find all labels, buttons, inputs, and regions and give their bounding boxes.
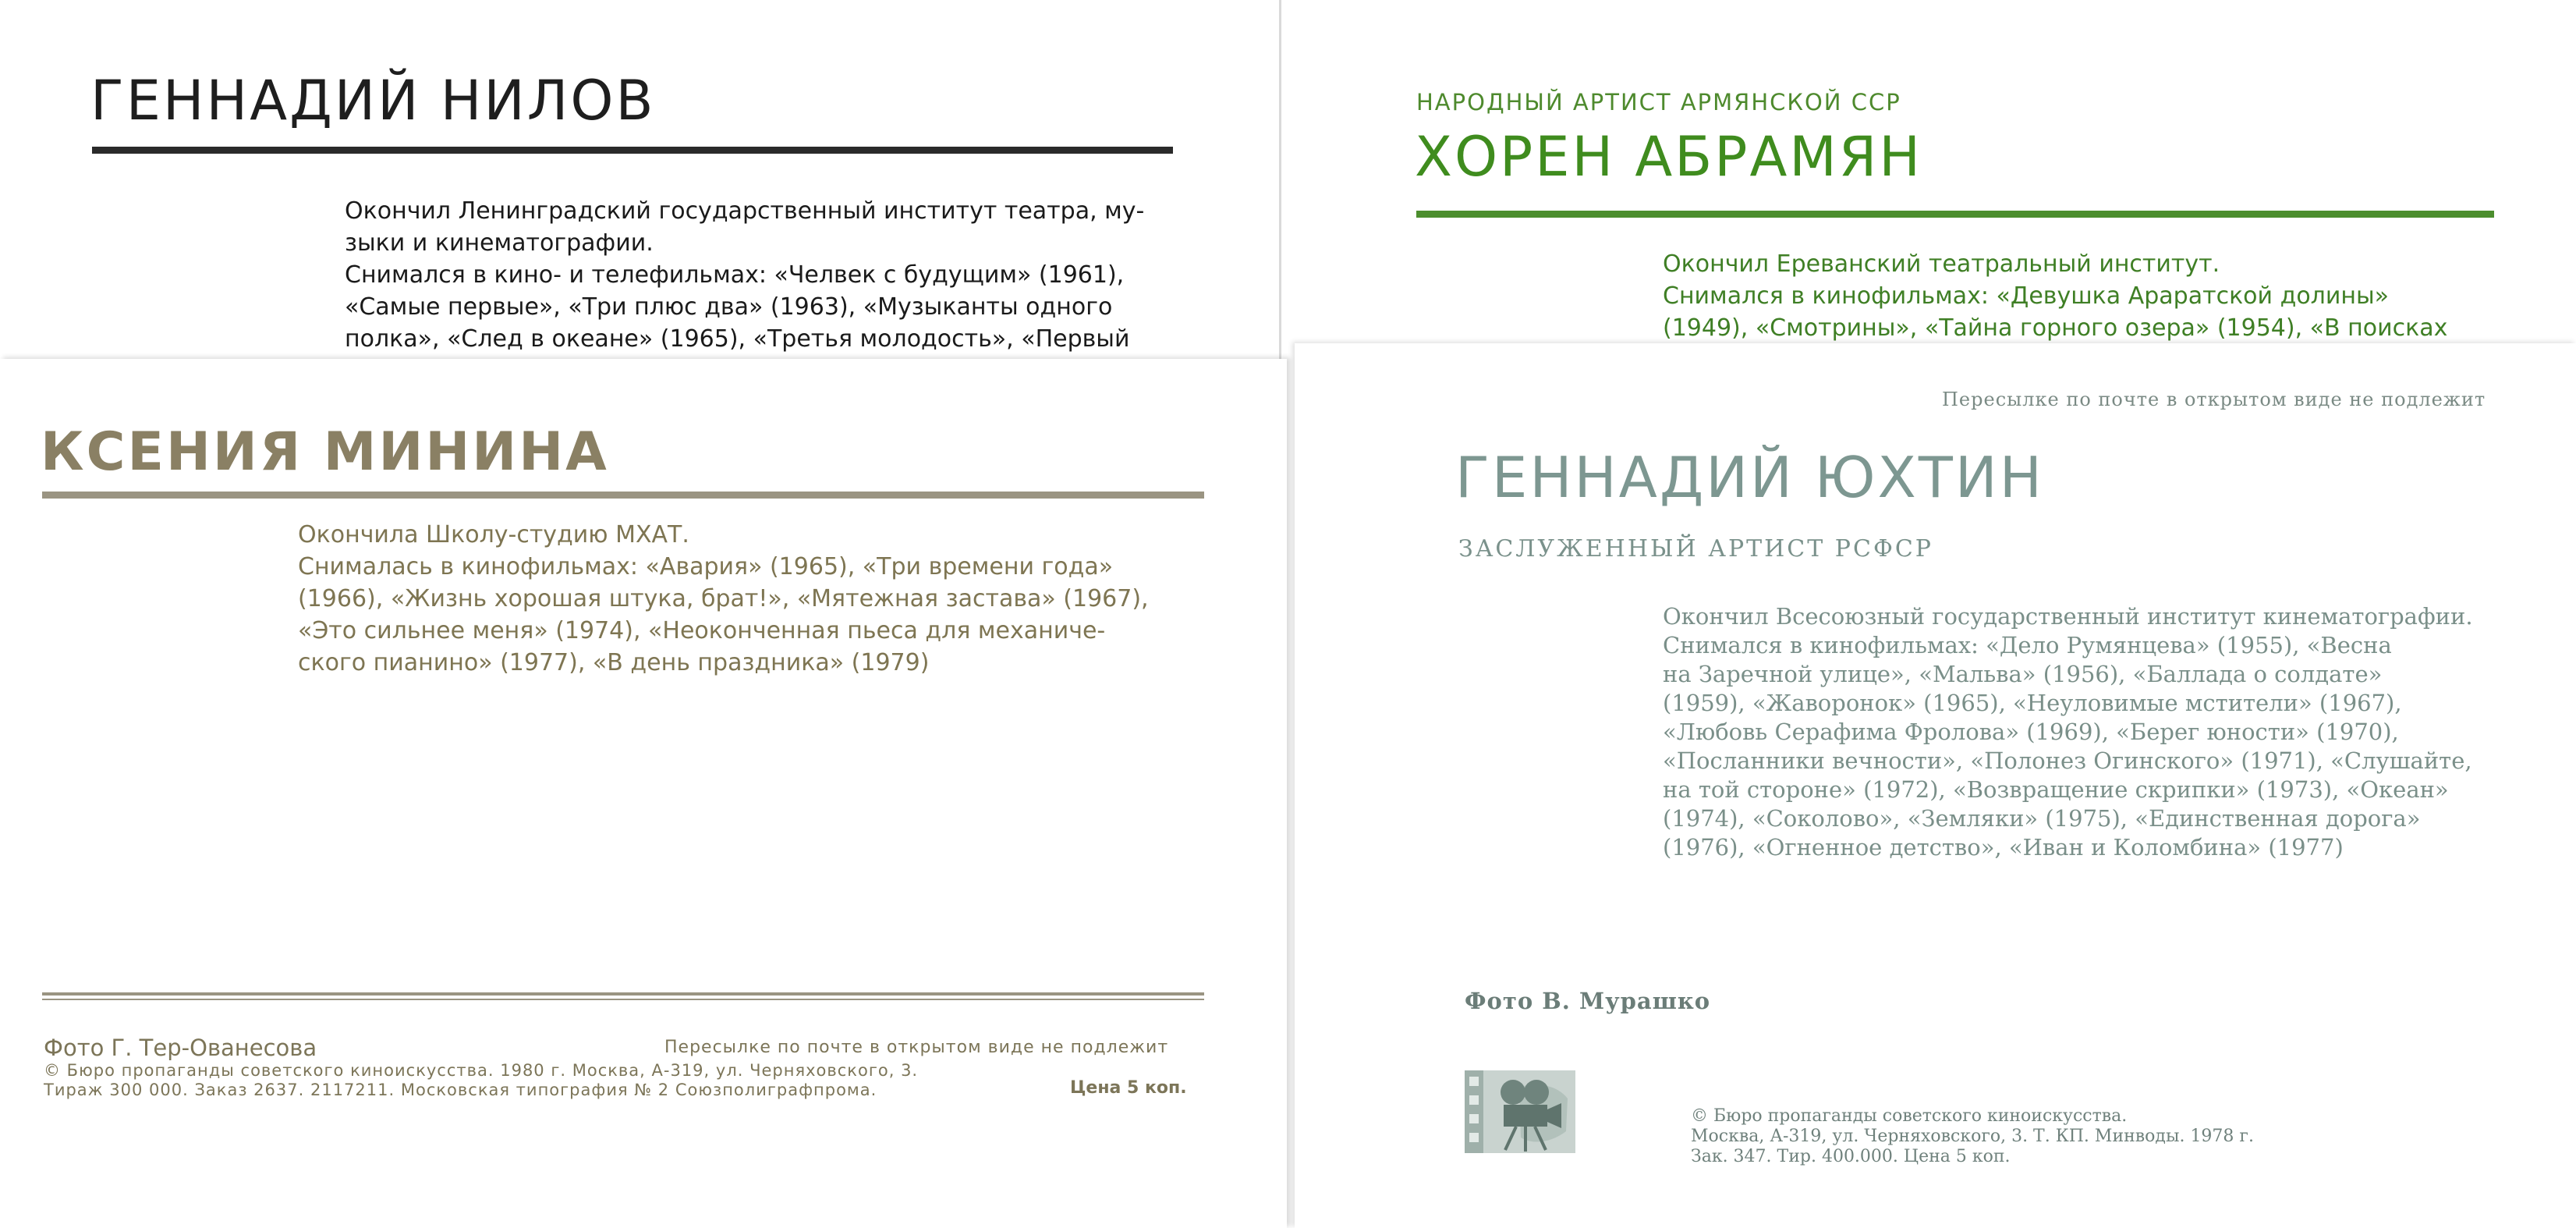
bio-line: Окончил Ленинградский государственный институт театра, му- — [345, 197, 1145, 225]
price-label: Цена 5 коп. — [1070, 1078, 1187, 1098]
card-gennady-yukhtin — [1295, 343, 2576, 1228]
photo-credit: Фото Г. Тер-Ованесова — [44, 1035, 317, 1061]
bio-line: полка», «След в океане» (1965), «Третья молодость», «Первый — [345, 325, 1130, 353]
bio-line: «Это сильнее меня» (1974), «Неоконченная пьеса для механиче- — [298, 617, 1106, 644]
postal-note: Пересылке по почте в открытом виде не подлежит — [1942, 389, 2486, 410]
bio-line: Окончил Всесоюзный государственный институт кинематографии. — [1663, 603, 2473, 630]
actor-name: ГЕННАДИЙ НИЛОВ — [90, 69, 656, 133]
bio-line: «Посланники вечности», «Полонез Огинского» (1971), «Слушайте, — [1663, 747, 2472, 774]
footer-rule-thin — [42, 999, 1204, 1000]
actor-name: ГЕННАДИЙ ЮХТИН — [1455, 445, 2044, 510]
card-gennady-nilov — [0, 0, 1279, 374]
bio-line: Окончил Ереванский театральный институт. — [1663, 250, 2220, 278]
footer-rule — [42, 992, 1204, 996]
heading-rule — [42, 492, 1204, 499]
actor-biography — [345, 195, 1144, 355]
bio-line: Снималась в кинофильмах: «Авария» (1965), «Три времени года» — [298, 553, 1114, 580]
imprint-line: Зак. 347. Тир. 400.000. Цена 5 коп. — [1691, 1147, 2011, 1166]
card-khoren-abramyan — [1282, 0, 2576, 359]
bio-line: «Любовь Серафима Фролова» (1969), «Берег юности» (1970), — [1663, 719, 2399, 745]
bio-line: (1959), «Жаворонок» (1965), «Неуловимые мстители» (1967), — [1663, 690, 2402, 716]
imprint-line: © Бюро пропаганды советского киноискусства. — [1691, 1106, 2128, 1126]
bio-line: зыки и кинематографии. — [345, 229, 654, 257]
actor-title: ЗАСЛУЖЕННЫЙ АРТИСТ РСФСР — [1458, 535, 1933, 563]
actor-name: КСЕНИЯ МИНИНА — [41, 421, 609, 483]
heading-rule — [92, 147, 1173, 154]
imprint-line: © Бюро пропаганды советского киноискусства. 1980 г. Москва, А-319, ул. Черняховского, 3. — [44, 1061, 919, 1080]
bio-line: на Заречной улице», «Мальва» (1956), «Баллада о солдате» — [1663, 661, 2383, 687]
bio-line: (1976), «Огненное детство», «Иван и Коломбина» (1977) — [1663, 834, 2344, 861]
bio-line: (1949), «Смотрины», «Тайна горного озера» (1954), «В поисках — [1663, 314, 2448, 342]
heading-rule — [1416, 211, 2494, 218]
bio-line: Снимался в кинофильмах: «Дело Румянцева» (1955), «Весна — [1663, 632, 2392, 658]
bio-line: ского пианино» (1977), «В день праздника» (1979) — [298, 649, 930, 676]
imprint-line: Тираж 300 000. Заказ 2637. 2117211. Московская типография № 2 Союзполиграфпрома. — [44, 1081, 877, 1099]
card-separator — [1279, 0, 1281, 359]
bio-line: на той стороне» (1972), «Возвращение скрипки» (1973), «Океан» — [1663, 776, 2449, 803]
bio-line: Окончила Школу-студию МХАТ. — [298, 521, 689, 548]
imprint-line: Москва, А-319, ул. Черняховского, 3. Т. КП. Минводы. 1978 г. — [1691, 1127, 2254, 1146]
film-camera-logo-icon — [1465, 1070, 1575, 1153]
bio-line: (1966), «Жизнь хорошая штука, брат!», «Мятежная застава» (1967), — [298, 585, 1149, 612]
postal-note: Пересылке по почте в открытом виде не подлежит — [664, 1038, 1169, 1057]
actor-biography — [1663, 248, 2447, 344]
bio-line: (1974), «Соколово», «Земляки» (1975), «Единственная дорога» — [1663, 805, 2421, 832]
bio-line: Снимался в кинофильмах: «Девушка Араратской долины» — [1663, 282, 2389, 310]
actor-biography — [1663, 602, 2473, 862]
actor-name: ХОРЕН АБРАМЯН — [1415, 125, 1923, 189]
bio-line: Снимался в кино- и телефильмах: «Челвек с будущим» (1961), — [345, 261, 1125, 289]
actor-title: НАРОДНЫЙ АРТИСТ АРМЯНСКОЙ ССР — [1416, 89, 1901, 115]
card-ksenia-minina — [0, 359, 1287, 1228]
actor-biography — [298, 519, 1149, 679]
bio-line: «Самые первые», «Три плюс два» (1963), «Музыканты одного — [345, 293, 1113, 321]
photo-credit: Фото В. Мурашко — [1465, 988, 1711, 1014]
